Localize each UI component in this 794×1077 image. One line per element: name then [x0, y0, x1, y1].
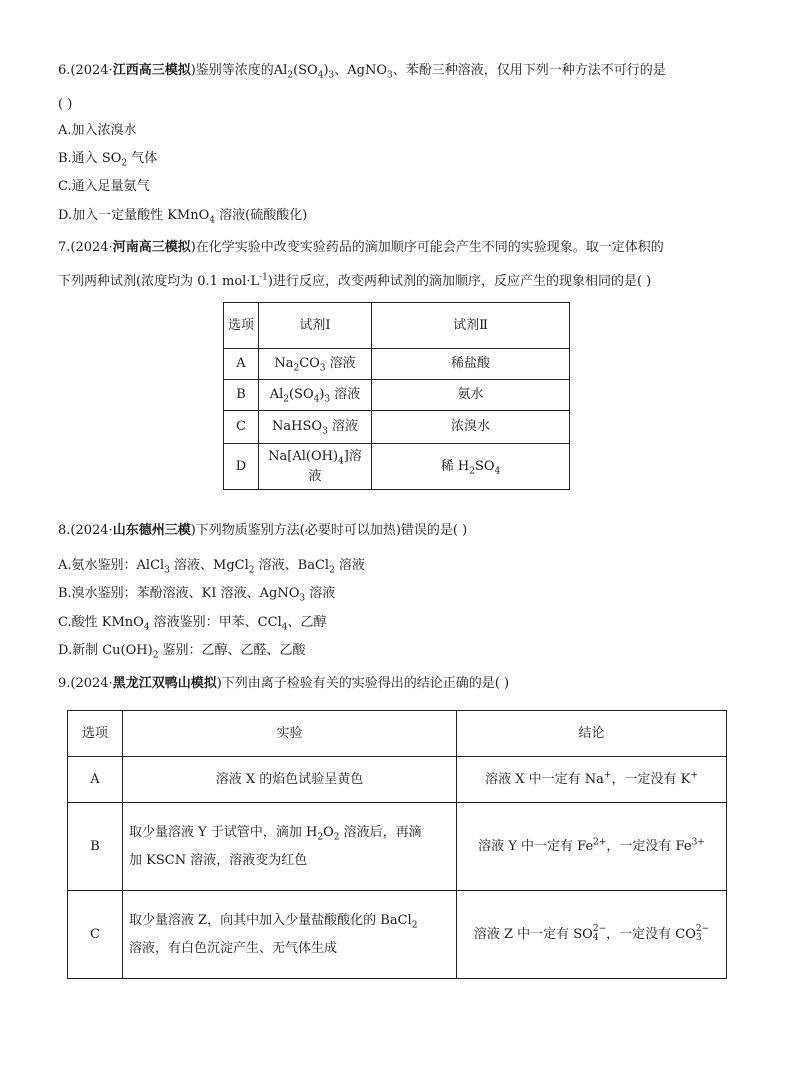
- q7-header-reagent1: 试剂Ⅰ: [259, 303, 372, 349]
- table-row: A 溶液 X 的焰色试验呈黄色 溶液 X 中一定有 Na+，一定没有 K+: [68, 757, 727, 803]
- q6-option-a: A.加入浓溴水: [58, 123, 137, 138]
- q8-source: 山东德州三模: [112, 523, 191, 538]
- table-row: D $Na[Al(OH)_4]$溶液 稀 $H_2SO_4$: [224, 444, 570, 490]
- q9-stem: 9.(2024·黑龙江双鸭山模拟)下列由离子检验有关的实验得出的结论正确的是( ): [58, 676, 510, 691]
- q9-table-header: [68, 711, 727, 757]
- q7-table-header: [224, 303, 570, 349]
- q6-stem: 6.(2024·江西高三模拟)鉴别等浓度的$Al_2(SO_4)_3$、AgNO$_3$、苯酚三种溶液，仅用下列一种方法不可行的是: [58, 63, 666, 81]
- q7-stem-line2: 下列两种试剂(浓度均为 0.1 $mol\cdot L^{-1}$)进行反应，改变两种试剂的滴加顺序，反应产生的现象相同的是( ): [58, 272, 652, 289]
- q7-table: [223, 302, 570, 490]
- q6-option-c: C.通入足量氨气: [58, 179, 150, 194]
- q8-option-d: D.新制 $Cu(OH)_2$ 鉴别：乙醇、乙醛、乙酸: [58, 643, 306, 661]
- q9-header-experiment: 实验: [123, 711, 457, 757]
- table-row: B 取少量溶液 Y 于试管中，滴加 $H_2O_2$ 溶液后，再滴 加 KSCN 溶液，溶液变为红色 溶液 Y 中一定有 $Fe^{2+}$，一定没有 $Fe^{3+}$: [68, 803, 727, 891]
- q8-option-a: A.氨水鉴别：AlCl$_3$ 溶液、MgCl$_2$ 溶液、BaCl$_2$ 溶液: [58, 558, 365, 576]
- q6-option-b: B.通入 $SO_2$ 气体: [58, 151, 158, 169]
- table-row: C 取少量溶液 Z，向其中加入少量盐酸酸化的 BaCl$_2$ 溶液，有白色沉淀产生、无气体生成 溶液 Z 中一定有 SO 2− 4 ，一定没有 CO 2− 3: [68, 891, 727, 979]
- q8-option-c: C.酸性 KMnO$_4$ 溶液鉴别：甲苯、CCl$_4$、乙醇: [58, 615, 327, 633]
- q7-header-option: 选项: [224, 303, 259, 349]
- q8-stem: 8.(2024·山东德州三模)下列物质鉴别方法(必要时可以加热)错误的是( ): [58, 523, 468, 538]
- q8-option-b: B.溴水鉴别：苯酚溶液、KI 溶液、AgNO$_3$ 溶液: [58, 586, 336, 604]
- q7-stem-line1: 7.(2024·河南高三模拟)在化学实验中改变实验药品的滴加顺序可能会产生不同的实验现象。取一定体积的: [58, 240, 664, 255]
- q9-header-conclusion: 结论: [457, 711, 727, 757]
- q6-option-d: D.加入一定量酸性 KMnO$_4$ 溶液(硫酸酸化): [58, 208, 308, 226]
- q6-source: 江西高三模拟: [112, 63, 191, 78]
- q7-source: 河南高三模拟: [112, 240, 191, 255]
- q6-answer-blank: ( ): [58, 97, 73, 112]
- table-row: B $Al_2(SO_4)_3$ 溶液 氨水: [224, 380, 570, 411]
- q9-table: [67, 710, 727, 979]
- table-row: A $Na_2CO_3$ 溶液 稀盐酸: [224, 349, 570, 380]
- q9-header-option: 选项: [68, 711, 123, 757]
- q9-source: 黑龙江双鸭山模拟: [112, 676, 217, 691]
- q7-header-reagent2: 试剂Ⅱ: [372, 303, 570, 349]
- table-row: C NaHSO$_3$ 溶液 浓溴水: [224, 411, 570, 444]
